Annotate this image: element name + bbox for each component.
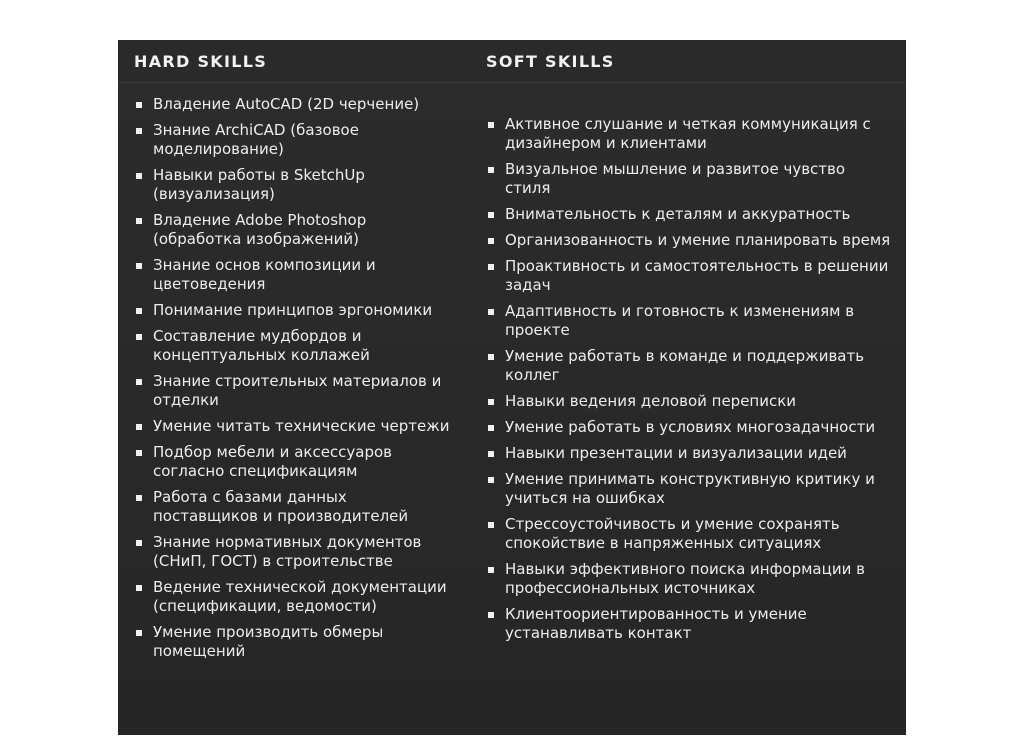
hard-skill-text: Умение читать технические чертежи	[153, 417, 450, 435]
hard-skill-text: Навыки работы в SketchUp (визуализация)	[153, 166, 365, 203]
bullet-square-icon	[136, 263, 142, 269]
soft-skill-text: Стрессоустойчивость и умение сохранять спокойствие в напряженных ситуациях	[505, 515, 840, 552]
bullet-square-icon	[488, 212, 494, 218]
hard-skill-text: Знание основ композиции и цветоведения	[153, 256, 376, 293]
hard-skills-list	[136, 95, 456, 668]
hard-skill-item	[136, 372, 456, 410]
soft-skill-text: Умение работать в команде и поддерживать коллег	[505, 347, 865, 384]
bullet-square-icon	[488, 167, 494, 173]
soft-skill-item	[488, 418, 893, 437]
soft-skill-text: Проактивность и самостоятельность в решении задач	[505, 257, 889, 294]
bullet-square-icon	[488, 477, 494, 483]
soft-skill-item	[488, 392, 893, 411]
soft-skill-text: Адаптивность и готовность к изменениям в проекте	[505, 302, 855, 339]
soft-skill-text: Навыки эффективного поиска информации в профессиональных источниках	[505, 560, 865, 597]
soft-skill-item	[488, 470, 893, 508]
soft-skill-item	[488, 231, 893, 250]
bullet-square-icon	[136, 424, 142, 430]
hard-skills-heading: HARD SKILLS	[134, 52, 268, 71]
bullet-square-icon	[488, 238, 494, 244]
bullet-square-icon	[136, 173, 142, 179]
soft-skill-item	[488, 560, 893, 598]
hard-skill-item	[136, 443, 456, 481]
bullet-square-icon	[488, 425, 494, 431]
soft-skill-text: Навыки презентации и визуализации идей	[505, 444, 847, 462]
hard-skill-item	[136, 166, 456, 204]
hard-skill-item	[136, 256, 456, 294]
soft-skill-item	[488, 115, 893, 153]
soft-skill-item	[488, 347, 893, 385]
bullet-square-icon	[488, 399, 494, 405]
bullet-square-icon	[136, 102, 142, 108]
soft-skill-text: Клиентоориентированность и умение устанавливать контакт	[505, 605, 807, 642]
bullet-square-icon	[488, 122, 494, 128]
hard-skill-text: Ведение технической документации (спецификации, ведомости)	[153, 578, 447, 615]
bullet-square-icon	[136, 379, 142, 385]
bullet-square-icon	[488, 309, 494, 315]
bullet-square-icon	[488, 522, 494, 528]
bullet-square-icon	[136, 218, 142, 224]
soft-skill-item	[488, 160, 893, 198]
bullet-square-icon	[136, 128, 142, 134]
hard-skill-item	[136, 121, 456, 159]
soft-skills-heading: SOFT SKILLS	[486, 52, 615, 71]
hard-skill-text: Владение Adobe Photoshop (обработка изображений)	[153, 211, 367, 248]
hard-skill-text: Понимание принципов эргономики	[153, 301, 433, 319]
soft-skill-text: Организованность и умение планировать время	[505, 231, 891, 249]
soft-skill-text: Умение принимать конструктивную критику и учиться на ошибках	[505, 470, 875, 507]
hard-skill-text: Знание ArchiCAD (базовое моделирование)	[153, 121, 359, 158]
soft-skill-text: Визуальное мышление и развитое чувство стиля	[505, 160, 846, 197]
skills-table	[118, 40, 906, 735]
hard-skill-text: Работа с базами данных поставщиков и производителей	[153, 488, 409, 525]
hard-skill-item	[136, 578, 456, 616]
hard-skill-text: Знание строительных материалов и отделки	[153, 372, 442, 409]
bullet-square-icon	[488, 354, 494, 360]
hard-skill-item	[136, 417, 456, 436]
bullet-square-icon	[488, 451, 494, 457]
bullet-square-icon	[488, 264, 494, 270]
bullet-square-icon	[488, 612, 494, 618]
skills-header-row	[118, 40, 906, 83]
hard-skill-item	[136, 211, 456, 249]
soft-skill-item	[488, 257, 893, 295]
soft-skill-text: Активное слушание и четкая коммуникация с дизайнером и клиентами	[505, 115, 871, 152]
hard-skill-item	[136, 623, 456, 661]
soft-skill-item	[488, 605, 893, 643]
soft-skill-item	[488, 515, 893, 553]
hard-skill-text: Подбор мебели и аксессуаров согласно спецификациям	[153, 443, 393, 480]
bullet-square-icon	[136, 495, 142, 501]
hard-skill-text: Умение производить обмеры помещений	[153, 623, 384, 660]
hard-skill-item	[136, 301, 456, 320]
bullet-square-icon	[136, 334, 142, 340]
soft-skills-list	[488, 115, 893, 650]
bullet-square-icon	[136, 450, 142, 456]
hard-skill-item	[136, 488, 456, 526]
hard-skill-item	[136, 327, 456, 365]
soft-skill-item	[488, 302, 893, 340]
soft-skill-text: Умение работать в условиях многозадачности	[505, 418, 876, 436]
bullet-square-icon	[488, 567, 494, 573]
hard-skill-text: Владение AutoCAD (2D черчение)	[153, 95, 420, 113]
soft-skill-text: Внимательность к деталям и аккуратность	[505, 205, 851, 223]
bullet-square-icon	[136, 308, 142, 314]
bullet-square-icon	[136, 540, 142, 546]
bullet-square-icon	[136, 630, 142, 636]
soft-skill-item	[488, 205, 893, 224]
soft-skill-item	[488, 444, 893, 463]
soft-skill-text: Навыки ведения деловой переписки	[505, 392, 797, 410]
hard-skill-text: Составление мудбордов и концептуальных коллажей	[153, 327, 370, 364]
hard-skill-item	[136, 533, 456, 571]
bullet-square-icon	[136, 585, 142, 591]
hard-skill-item	[136, 95, 456, 114]
hard-skill-text: Знание нормативных документов (СНиП, ГОСТ) в строительстве	[153, 533, 422, 570]
